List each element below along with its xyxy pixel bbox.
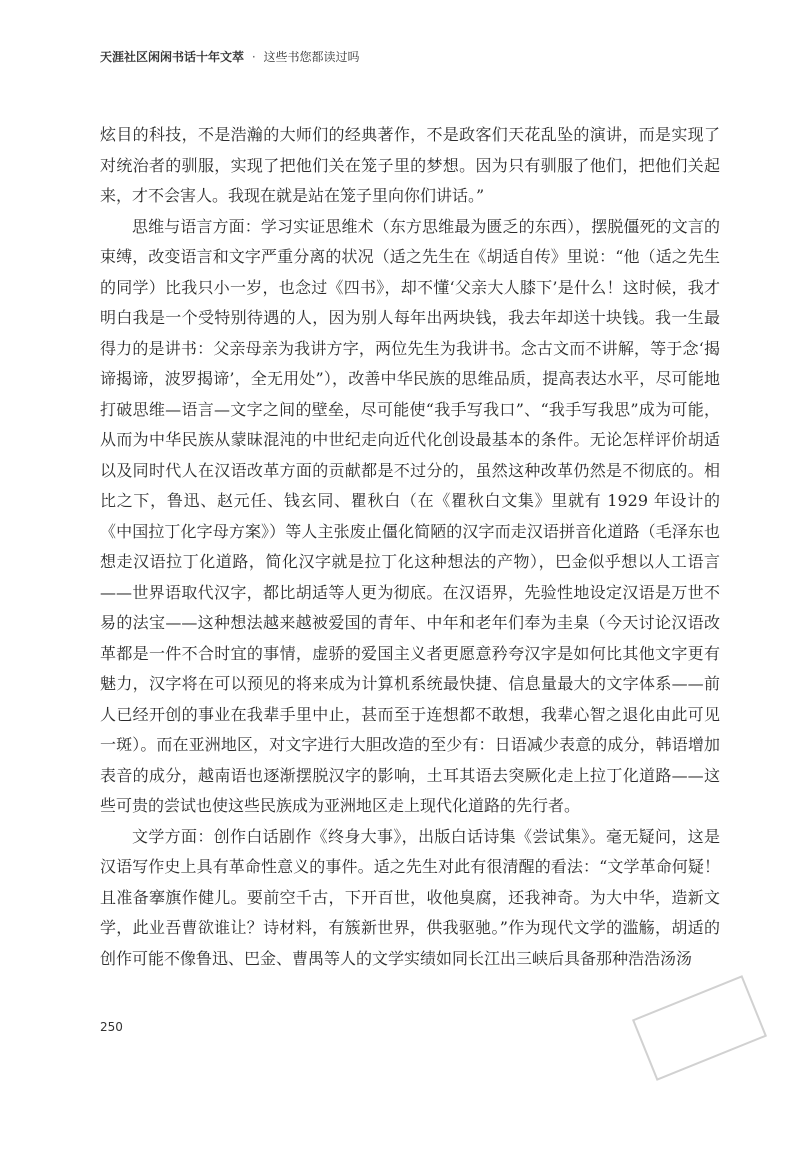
page-body: [100, 120, 720, 974]
section-title: 这些书您都读过吗: [263, 50, 360, 64]
paragraph-literature: 文学方面：创作白话剧作《终身大事》，出版白话诗集《尝试集》。毫无疑问，这是汉语写作史上具有革命性意义的事件。适之先生对此有很清醒的看法：“文学革命何疑！且准备搴旗作健儿。要前空千古，下开百世，收他臭腐，还我神奇。为大中华，造新文学，此业吾曹欲谁让？诗材料，有簇新世界，供我驱驰。”作为现代文学的滥觞，胡适的创作可能不像鲁迅、巴金、曹禺等人的文学实绩如同长江出三峡后具备那种浩浩汤汤: [100, 826, 720, 968]
running-header: [100, 48, 360, 65]
book-title: 天涯社区闲闲书话十年文萃: [100, 50, 245, 64]
paragraph-thinking-language: 思维与语言方面：学习实证思维术（东方思维最为匮乏的东西），摆脱僵死的文言的束缚，改变语言和文字严重分离的状况（适之先生在《胡适自传》里说：“他（适之先生的同学）比我只小一岁，也念过《四书》，却不懂‘父亲大人膝下’是什么！这时候，我才明白我是一个受特别待遇的人，因为别人每年出两块钱，我去年却送十块钱。我一生最得力的是讲书：父亲母亲为我讲方字，两位先生为我讲书。念古文而不讲解，等于念‘揭谛揭谛，波罗揭谛’，全无用处”），改善中华民族的思维品质，提高表达水平，尽可能地打破思维—语言—文字之间的壁垒，尽可能使“我手写我口”、“我手写我思”成为可能，从而为中华民族从蒙昧混沌的中世纪走向近代化创设最基本的条件。无论怎样评价胡适以及同时代人在汉语改革方面的贡献都是不过分的，虽然这种改革仍然是不彻底的。相比之下，鲁迅、赵元任、钱玄同、瞿秋白（在《瞿秋白文集》里就有 1929 年设计的《中国拉丁化字母方案》）等人主张废止僵化简陋的汉字而走汉语拼音化道路（毛泽东也想走汉语拉丁化道路，简化汉字就是拉丁化这种想法的产物），巴金似乎想以人工语言——世界语取代汉字，都比胡适等人更为彻底。在汉语界，先验性地设定汉语是万世不易的法宝——这种想法越来越被爱国的青年、中年和老年们奉为圭臬（今天讨论汉语改革都是一件不合时宜的事情，虚骄的爱国主义者更愿意矜夸汉字是如何比其他文字更有魅力，汉字将在可以预见的将来成为计算机系统最快捷、信息量最大的文字体系——前人已经开创的事业在我辈手里中止，甚而至于连想都不敢想，我辈心智之退化由此可见一斑）。而在亚洲地区，对文字进行大胆改造的至少有：日语减少表意的成分，韩语增加表音的成分，越南语也逐渐摆脱汉字的影响，土耳其语去突厥化走上拉丁化道路——这些可贵的尝试也使这些民族成为亚洲地区走上现代化道路的先行者。: [100, 216, 720, 815]
paragraph-continued: 炫目的科技，不是浩瀚的大师们的经典著作，不是政客们天花乱坠的演讲，而是实现了对统治者的驯服，实现了把他们关在笼子里的梦想。因为只有驯服了他们，把他们关起来，才不会害人。我现在就是站在笼子里向你们讲话。”: [100, 125, 720, 205]
library-stamp-watermark: [632, 975, 767, 1081]
page-number: 250: [100, 1020, 123, 1034]
header-separator: ·: [251, 50, 256, 64]
